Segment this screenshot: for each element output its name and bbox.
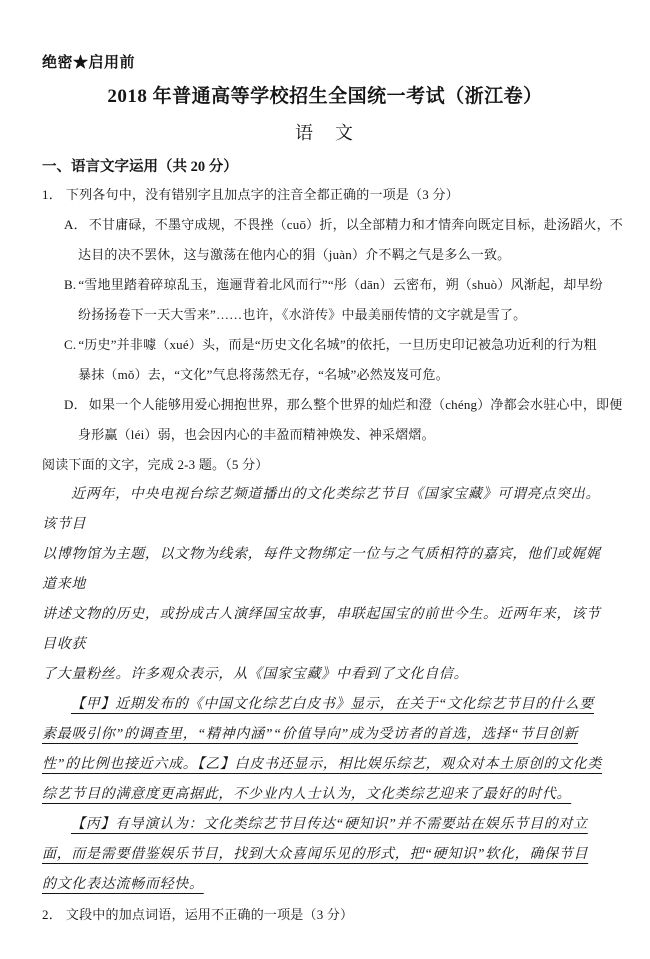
option-label: D． [64, 397, 87, 412]
reading-passage [42, 480, 608, 900]
question-2-number: 2． [42, 907, 62, 922]
option-line: A． 不甘庸碌，不墨守成规，不畏挫（cuō）折，以全部精力和才情奔向既定目标，赴汤蹈火，不 [64, 217, 623, 232]
passage-line: 的文化表达流畅而轻快。 [42, 877, 204, 892]
question-1-stem [42, 180, 608, 210]
option-line: C. “历史”并非噱（xué）头，而是“历史文化名城”的依托，一旦历史印记被急功近利的行为粗 [64, 337, 597, 352]
passage-line: 【甲】近期发布的《中国文化综艺白皮书》显示，在关于“文化综艺节目的什么要 [71, 697, 594, 712]
option-line: 身形赢（léi）弱，也会因内心的丰盈而精神焕发、神采熠熠。 [78, 427, 435, 442]
question-2-stem-text: 文段中的加点词语，运用不正确的一项是（3 分） [65, 907, 354, 922]
option-line: 达目的决不罢休，这与激荡在他内心的狷（juàn）介不羁之气是多么一致。 [78, 247, 511, 262]
passage-line: 面，而是需要借鉴娱乐节目，找到大众喜闻乐见的形式，把“硬知识”软化，确保节目 [42, 847, 589, 862]
passage-line: 该节目 [42, 517, 87, 532]
question-2-stem [42, 900, 608, 930]
passage-line: 目收获 [42, 637, 87, 652]
passage-line: 了大量粉丝。许多观众表示，从《国家宝藏》中看到了文化自信。 [42, 667, 469, 682]
option-label: A． [64, 217, 87, 232]
option-line: B. “雪地里踏着碎琼乱玉，迤逦背着北风而行”“彤（dān）云密布，朔（shuò）风渐起，却早纷 [64, 277, 603, 292]
subject-title: 语 文 [295, 123, 355, 143]
page-title: 2018 年普通高等学校招生全国统一考试（浙江卷） [107, 86, 543, 107]
passage-line: 近两年，中央电视台综艺频道播出的文化类综艺节目《国家宝藏》可谓亮点突出。 [71, 487, 601, 502]
question-1-options [42, 210, 623, 450]
passage-line: 【丙】有导演认为：文化类综艺节目传达“硬知识”并不需要站在娱乐节目的对立 [71, 817, 588, 832]
passage-line: 道来地 [42, 577, 87, 592]
option-line: D． 如果一个人能够用爱心拥抱世界，那么整个世界的灿烂和澄（chéng）净都会水驻心中，即便 [64, 397, 623, 412]
passage-line: 以博物馆为主题，以文物为线索，每件文物绑定一位与之气质相符的嘉宾，他们或娓娓 [42, 547, 601, 562]
reading-instruction: 阅读下面的文字，完成 2-3 题。（5 分） [42, 457, 269, 472]
question-1-number: 1． [42, 187, 62, 202]
option-line: 暴抹（mǒ）去，“文化”气息将荡然无存，“名城”必然岌岌可危。 [78, 367, 449, 382]
passage-line: 素最吸引你”的调查里，“精神内涵”“价值导向”成为受访者的首选，选择“节目创新 [42, 727, 579, 742]
section-heading: 一、语言文字运用（共 20 分） [42, 159, 238, 175]
classified-label: 绝密★启用前 [42, 55, 136, 71]
passage-line: 综艺节目的满意度更高据此，不少业内人士认为，文化类综艺迎来了最好的时代。 [42, 787, 572, 802]
option-label: C. [64, 337, 77, 352]
question-1-stem-text: 下列各句中，没有错别字且加点字的注音全都正确的一项是（3 分） [65, 187, 459, 202]
option-line: 纷扬扬卷下一天大雪来”……也许，《水浒传》中最美丽传情的文字就是雪了。 [78, 307, 527, 322]
passage-line: 讲述文物的历史，或扮成古人演绎国宝故事，串联起国宝的前世今生。近两年来，该节 [42, 607, 601, 622]
passage-line: 性”的比例也接近六成。【乙】白皮书还显示，相比娱乐综艺，观众对本土原创的文化类 [42, 757, 603, 772]
option-label: B. [64, 277, 77, 292]
